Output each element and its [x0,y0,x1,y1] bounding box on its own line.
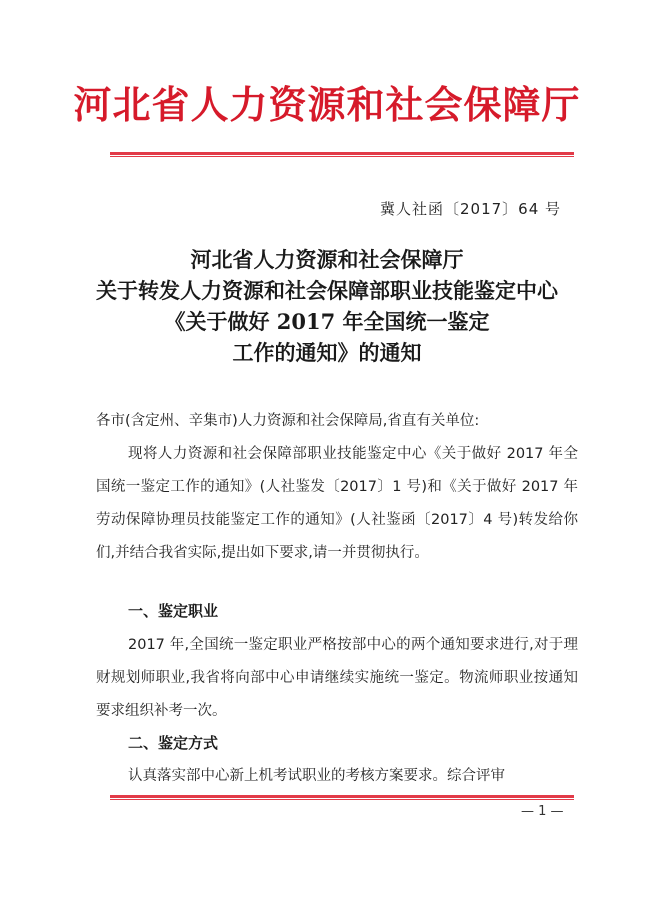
page-number: — 1 — [518,804,567,819]
title-line: 《关于做好 2017 年全国统一鉴定 [164,309,490,334]
title-line: 关于转发人力资源和社会保障部职业技能鉴定中心 [96,278,558,303]
intro-paragraph: 现将人力资源和社会保障部职业技能鉴定中心《关于做好 2017 年全国统一鉴定工作的通知》(人社鉴发〔2017〕1 号)和《关于做好 2017 年劳动保障协理员技能鉴定工作的通知》(人社鉴函〔2017〕4 号)转发给你们,并结合我省实际,提出如下要求,请一并贯彻执行。 [96,446,578,561]
footer-red-rule [110,795,574,800]
section-paragraph: 认真落实部中心新上机考试职业的考核方案要求。综合评审 [128,768,505,784]
title-line: 河北省人力资源和社会保障厅 [190,247,464,272]
agency-header-title: 河北省人力资源和社会保障厅 [73,83,581,127]
salutation: 各市(含定州、辛集市)人力资源和社会保障局,省直有关单位: [96,413,480,429]
document-title [0,244,654,368]
section-heading: 一、鉴定职业 [128,602,219,620]
section-heading: 二、鉴定方式 [128,734,219,752]
title-line: 工作的通知》的通知 [232,340,422,365]
section-paragraph: 2017 年,全国统一鉴定职业严格按部中心的两个通知要求进行,对于理财规划师职业,我省将向部中心申请继续实施统一鉴定。物流师职业按通知要求组织补考一次。 [96,637,578,719]
document-number: 冀人社函〔2017〕64 号 [380,200,562,218]
header-red-rule [110,152,574,157]
